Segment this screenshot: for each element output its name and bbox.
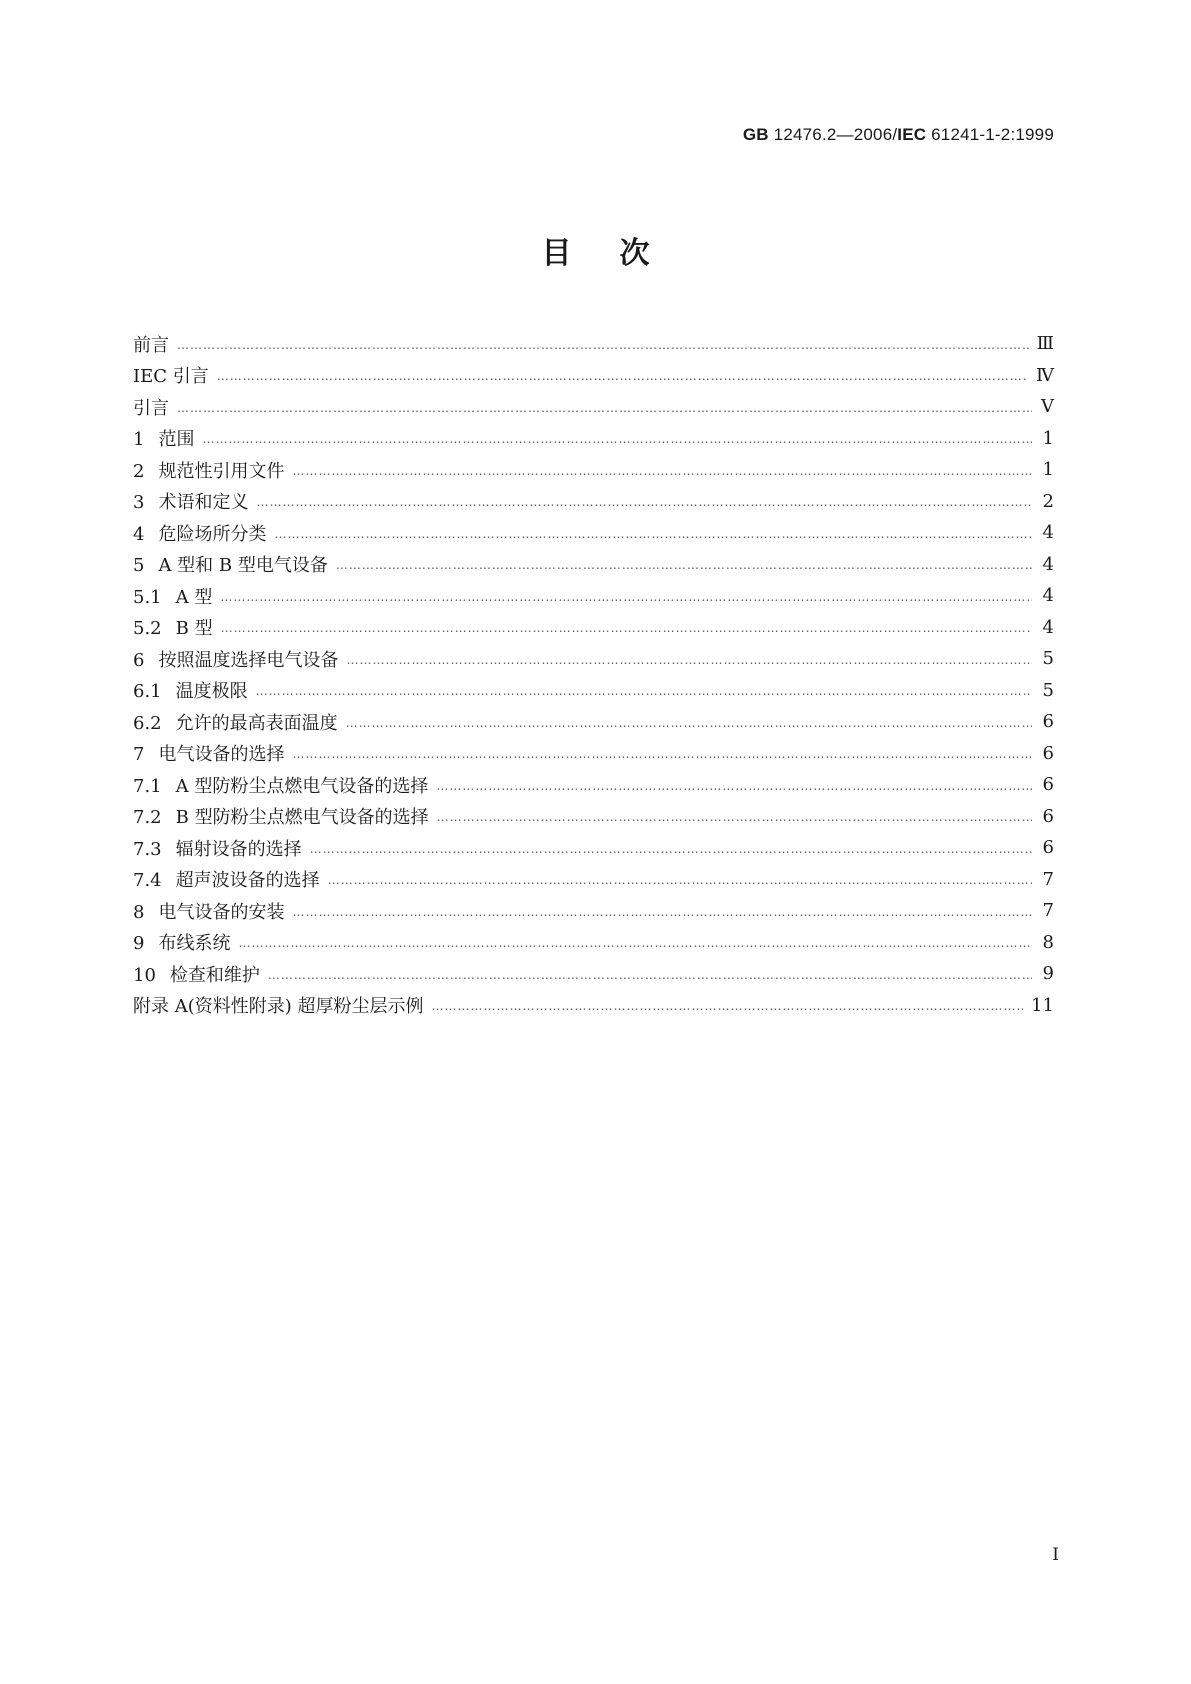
- toc-entry-number: 6.1: [133, 681, 162, 703]
- toc-entry-label: [133, 488, 256, 514]
- toc-entry-page: Ⅲ: [1036, 333, 1054, 355]
- toc-entry-number: 7.2: [133, 807, 162, 829]
- toc-leader-dots: [432, 996, 1024, 1014]
- toc-entry[interactable]: [133, 895, 1054, 927]
- toc-entry[interactable]: [133, 864, 1054, 896]
- toc-leader-dots: [292, 902, 1032, 920]
- toc-entry-text: 电气设备的安装: [158, 901, 285, 923]
- toc-entry-label: [133, 551, 336, 577]
- header-iec: IEC: [897, 125, 927, 144]
- toc-entry-label: [133, 835, 310, 861]
- toc-entry-page: 4: [1042, 522, 1054, 544]
- toc-entry-text: 范围: [158, 429, 195, 451]
- toc-entry[interactable]: [133, 328, 1054, 360]
- toc-entry-page: 2: [1042, 490, 1054, 512]
- toc-entry-label: [133, 457, 292, 483]
- header-number: 12476.2—2006/: [768, 125, 898, 144]
- toc-entry-label: [133, 929, 238, 955]
- toc-entry-label: [133, 709, 346, 735]
- toc-entry-text: 布线系统: [158, 933, 231, 955]
- toc-leader-dots: [336, 555, 1032, 573]
- toc-entry-number: 6: [133, 649, 145, 671]
- toc-leader-dots: [221, 618, 1032, 636]
- toc-entry-text: 术语和定义: [158, 492, 249, 514]
- toc-entry-text: 危险场所分类: [158, 523, 267, 545]
- toc-entry-text: B 型: [175, 618, 213, 640]
- toc-leader-dots: [220, 587, 1032, 605]
- toc-entry-label: [133, 677, 256, 703]
- toc-entry-number: 6.2: [133, 712, 162, 734]
- table-of-contents: [133, 328, 1054, 1021]
- toc-leader-dots: [328, 870, 1032, 888]
- toc-entry-page: 1: [1042, 427, 1054, 449]
- toc-entry-text: 允许的最高表面温度: [175, 712, 338, 734]
- toc-entry-page: 8: [1042, 931, 1054, 953]
- toc-entry-text: 前言: [133, 334, 169, 356]
- toc-leader-dots: [217, 366, 1028, 384]
- toc-entry-text: 超声波设备的选择: [175, 870, 320, 892]
- toc-entry[interactable]: [133, 738, 1054, 770]
- toc-entry[interactable]: [133, 454, 1054, 486]
- toc-entry-label: [133, 772, 436, 798]
- page-title: 目次: [541, 236, 698, 271]
- toc-entry-text: 按照温度选择电气设备: [158, 649, 339, 671]
- toc-entry[interactable]: [133, 990, 1054, 1022]
- toc-entry-label: [133, 866, 328, 892]
- toc-entry-label: [133, 520, 274, 546]
- header-prefix: GB: [742, 125, 769, 144]
- toc-entry-page: 6: [1042, 711, 1054, 733]
- toc-entry[interactable]: [133, 549, 1054, 581]
- toc-entry-text: 辐射设备的选择: [175, 838, 302, 860]
- toc-entry-page: 11: [1031, 994, 1054, 1016]
- toc-entry[interactable]: [133, 801, 1054, 833]
- toc-entry[interactable]: [133, 706, 1054, 738]
- toc-leader-dots: [292, 461, 1032, 479]
- toc-entry-number: 4: [133, 523, 145, 545]
- toc-entry[interactable]: [133, 958, 1054, 990]
- toc-leader-dots: [238, 933, 1032, 951]
- toc-entry[interactable]: [133, 675, 1054, 707]
- toc-entry[interactable]: [133, 486, 1054, 518]
- toc-entry[interactable]: [133, 360, 1054, 392]
- toc-entry[interactable]: [133, 769, 1054, 801]
- toc-entry-label: [133, 898, 292, 924]
- toc-entry-label: [133, 992, 432, 1018]
- toc-entry-text: 电气设备的选择: [158, 744, 285, 766]
- toc-entry[interactable]: [133, 580, 1054, 612]
- toc-entry-page: 4: [1042, 585, 1054, 607]
- toc-entry-page: 6: [1042, 805, 1054, 827]
- toc-entry-number: 7.3: [133, 838, 162, 860]
- toc-entry-page: 4: [1042, 553, 1054, 575]
- toc-entry-label: [133, 394, 177, 420]
- toc-entry[interactable]: [133, 423, 1054, 455]
- toc-entry-label: [133, 425, 202, 451]
- toc-entry-number: 5.2: [133, 618, 162, 640]
- toc-entry-number: 5: [133, 555, 145, 577]
- toc-leader-dots: [436, 776, 1032, 794]
- toc-leader-dots: [437, 807, 1032, 825]
- toc-entry-text: 引言: [133, 397, 169, 419]
- toc-entry[interactable]: [133, 612, 1054, 644]
- header-iec-number: 61241-1-2:1999: [926, 125, 1054, 144]
- toc-entry-page: 5: [1042, 679, 1054, 701]
- toc-entry-number: 8: [133, 901, 145, 923]
- toc-leader-dots: [274, 524, 1032, 542]
- toc-leader-dots: [177, 335, 1029, 353]
- toc-entry-page: 6: [1042, 837, 1054, 859]
- toc-leader-dots: [268, 965, 1032, 983]
- toc-entry-label: [133, 961, 268, 987]
- toc-entry-label: [133, 740, 292, 766]
- toc-entry-page: 5: [1042, 648, 1054, 670]
- toc-entry-number: 1: [133, 429, 145, 451]
- toc-entry-label: [133, 583, 220, 609]
- toc-leader-dots: [177, 398, 1032, 416]
- toc-entry-page: Ⅳ: [1036, 364, 1054, 386]
- toc-entry-label: [133, 803, 437, 829]
- toc-leader-dots: [310, 839, 1032, 857]
- toc-entry-page: 9: [1042, 963, 1054, 985]
- toc-entry-page: 7: [1042, 868, 1054, 890]
- toc-entry[interactable]: [133, 927, 1054, 959]
- toc-leader-dots: [202, 429, 1032, 447]
- toc-entry-label: [133, 331, 177, 357]
- page-number: I: [1052, 1545, 1059, 1565]
- toc-entry-text: A 型和 B 型电气设备: [158, 555, 328, 577]
- toc-entry-number: 7.1: [133, 775, 162, 797]
- standard-number-header: [743, 125, 1054, 145]
- toc-entry-text: 温度极限: [175, 681, 248, 703]
- toc-entry-text: 附录 A(资料性附录) 超厚粉尘层示例: [133, 996, 424, 1018]
- toc-leader-dots: [292, 744, 1032, 762]
- toc-entry-text: 规范性引用文件: [158, 460, 285, 482]
- toc-entry-page: 6: [1042, 742, 1054, 764]
- toc-leader-dots: [346, 713, 1032, 731]
- toc-entry-text: A 型: [175, 586, 213, 608]
- toc-entry-number: 7: [133, 744, 145, 766]
- toc-entry-label: [133, 646, 346, 672]
- toc-leader-dots: [256, 681, 1032, 699]
- toc-entry-text: IEC 引言: [133, 366, 209, 388]
- toc-entry-number: 3: [133, 492, 145, 514]
- toc-entry-page: 7: [1042, 900, 1054, 922]
- toc-entry-page: 1: [1042, 459, 1054, 481]
- toc-entry-page: Ⅴ: [1041, 396, 1054, 418]
- toc-entry-label: [133, 614, 221, 640]
- toc-entry-text: B 型防粉尘点燃电气设备的选择: [175, 807, 429, 829]
- toc-entry-number: 10: [133, 964, 156, 986]
- toc-entry[interactable]: [133, 832, 1054, 864]
- toc-entry-number: 5.1: [133, 586, 162, 608]
- toc-entry-page: 6: [1042, 774, 1054, 796]
- toc-entry[interactable]: [133, 517, 1054, 549]
- toc-entry-label: [133, 362, 217, 388]
- toc-entry-text: A 型防粉尘点燃电气设备的选择: [175, 775, 429, 797]
- toc-entry-page: 4: [1042, 616, 1054, 638]
- toc-leader-dots: [346, 650, 1032, 668]
- toc-entry-number: 9: [133, 933, 145, 955]
- toc-entry[interactable]: [133, 391, 1054, 423]
- toc-entry-number: 7.4: [133, 870, 162, 892]
- toc-leader-dots: [256, 492, 1032, 510]
- toc-entry-number: 2: [133, 460, 145, 482]
- toc-entry-text: 检查和维护: [169, 964, 260, 986]
- toc-entry[interactable]: [133, 643, 1054, 675]
